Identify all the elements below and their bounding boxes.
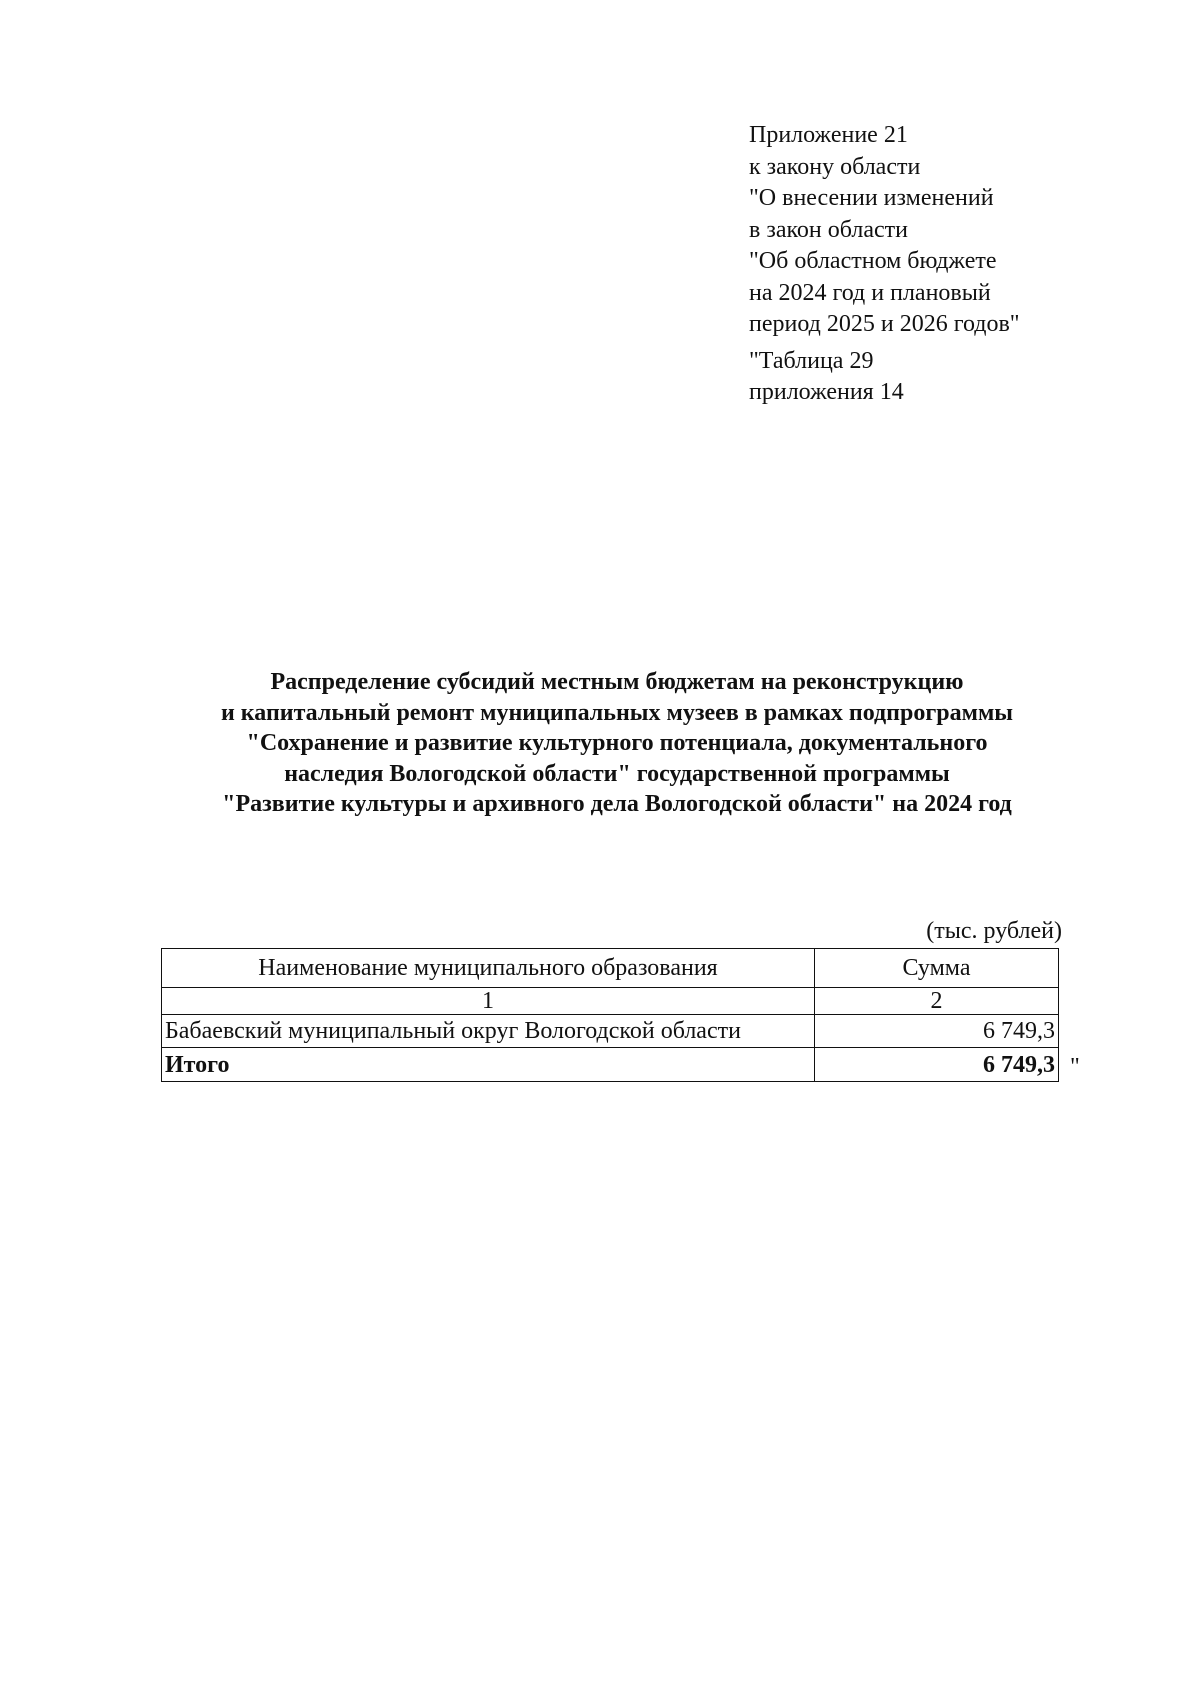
- title-line: наследия Вологодской области" государственной программы: [284, 760, 950, 787]
- appendix-line: "О внесении изменений: [749, 185, 994, 211]
- amount-cell: 6 749,3: [815, 1015, 1059, 1048]
- header-sum-cell: Сумма: [815, 949, 1059, 988]
- column-number-cell: 2: [815, 988, 1059, 1015]
- units-label: (тыс. рублей): [926, 918, 1062, 944]
- appendix-line: к закону области: [749, 153, 921, 180]
- appendix-line: на 2024 год и плановый: [749, 279, 991, 306]
- appendix-line: период 2025 и 2026 годов": [749, 311, 1020, 337]
- title-line: и капитальный ремонт муниципальных музеев в рамках подпрограммы: [220, 699, 1014, 726]
- title-line: Распределение субсидий местным бюджетам на реконструкцию: [270, 669, 964, 695]
- table-reference-line: "Таблица 29: [749, 347, 874, 374]
- table-header-row: [162, 949, 1059, 988]
- appendix-header: [749, 120, 1020, 409]
- title-line: "Сохранение и развитие культурного потенциала, документального: [246, 730, 988, 756]
- column-number-cell: 1: [162, 988, 815, 1015]
- title-line: "Развитие культуры и архивного дела Вологодской области" на 2024 год: [222, 791, 1012, 817]
- closing-quote-mark: ": [1070, 1054, 1080, 1080]
- table-reference-line: приложения 14: [749, 379, 904, 405]
- municipality-name-cell: Бабаевский муниципальный округ Вологодской области: [162, 1015, 815, 1048]
- total-label-cell: Итого: [162, 1048, 815, 1082]
- subsidy-table: [161, 948, 1059, 1082]
- table-row: [162, 1015, 1059, 1048]
- document-title: [150, 667, 1084, 820]
- header-name-cell: Наименование муниципального образования: [162, 949, 815, 988]
- total-amount-cell: 6 749,3: [815, 1048, 1059, 1082]
- appendix-line: в закон области: [749, 216, 908, 243]
- total-row: [162, 1048, 1059, 1082]
- column-number-row: [162, 988, 1059, 1015]
- appendix-line: "Об областном бюджете: [749, 248, 997, 274]
- appendix-line: Приложение 21: [749, 122, 908, 148]
